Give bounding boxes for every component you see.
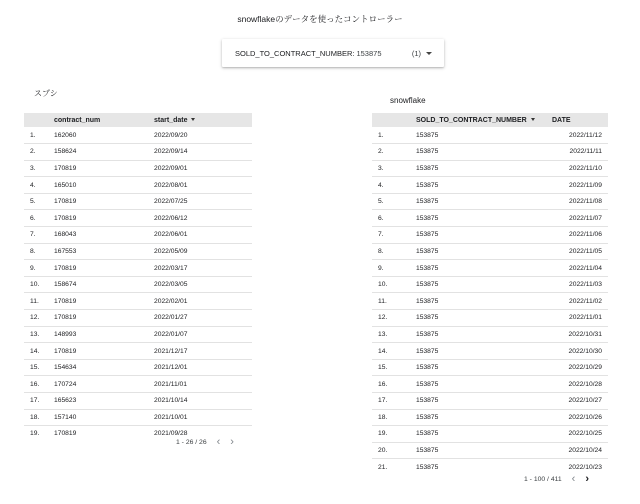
date-cell: 2021/10/14 — [154, 397, 188, 405]
table-row — [372, 343, 608, 360]
date-cell: 2022/07/25 — [154, 198, 188, 206]
date-cell: 2022/01/07 — [154, 330, 188, 338]
row-number: 8. — [378, 247, 384, 255]
table-row — [24, 409, 252, 426]
date-cell: 2022/10/27 — [568, 397, 602, 405]
table-row — [372, 310, 608, 327]
table-row — [372, 426, 608, 443]
contract-number-cell: 168043 — [54, 231, 77, 239]
contract-number-cell: 153875 — [416, 264, 439, 272]
contract-number-cell: 170819 — [54, 314, 77, 322]
row-number: 9. — [378, 264, 384, 272]
row-number: 1. — [378, 131, 384, 139]
table-row — [372, 459, 608, 474]
date-cell: 2022/11/11 — [569, 148, 602, 156]
row-number: 18. — [30, 413, 40, 421]
table-header-row — [372, 113, 608, 127]
right-pagination — [524, 474, 589, 485]
column-header-sold-to-contract-number[interactable] — [416, 113, 552, 127]
date-cell: 2022/11/08 — [569, 198, 602, 206]
contract-number-cell: 153875 — [416, 347, 439, 355]
next-page-icon[interactable]: › — [585, 473, 590, 485]
table-row — [24, 160, 252, 177]
table-row — [24, 293, 252, 310]
contract-number-cell: 153875 — [416, 181, 439, 189]
column-header-contract-num[interactable]: contract_num — [54, 116, 101, 124]
row-number: 6. — [30, 214, 36, 222]
row-number: 14. — [30, 347, 40, 355]
table-header-row — [24, 113, 252, 127]
row-number: 12. — [30, 314, 40, 322]
contract-number-cell: 153875 — [416, 330, 439, 338]
contract-number-cell: 170819 — [54, 347, 77, 355]
contract-number-cell: 153875 — [416, 231, 439, 239]
row-number: 13. — [30, 330, 40, 338]
filter-selected-count: (1) — [411, 48, 421, 58]
pagination-range: 1 - 100 / 411 — [524, 476, 562, 483]
date-cell: 2022/11/10 — [569, 164, 602, 172]
filter-label: SOLD_TO_CONTRACT_NUMBER: — [235, 48, 355, 58]
table-row — [24, 210, 252, 227]
row-number: 7. — [30, 231, 36, 239]
sort-desc-icon — [531, 118, 535, 121]
row-number: 11. — [30, 297, 39, 305]
table-row — [24, 144, 252, 161]
table-row — [24, 260, 252, 277]
table-row — [24, 193, 252, 210]
date-cell: 2022/01/27 — [154, 314, 188, 322]
date-cell: 2022/10/25 — [568, 430, 602, 438]
row-number: 10. — [378, 281, 388, 289]
row-number: 7. — [378, 231, 384, 239]
row-number: 12. — [378, 314, 388, 322]
date-cell: 2021/10/01 — [154, 413, 188, 421]
right-table — [372, 113, 608, 474]
row-number: 10. — [30, 281, 40, 289]
contract-number-cell: 153875 — [416, 380, 439, 388]
row-number: 17. — [378, 397, 388, 405]
date-cell: 2022/11/06 — [569, 231, 602, 239]
previous-page-icon[interactable]: ‹ — [216, 436, 221, 448]
contract-number-filter[interactable] — [222, 39, 444, 67]
date-cell: 2022/10/30 — [568, 347, 602, 355]
contract-number-cell: 165010 — [54, 181, 77, 189]
row-number: 15. — [30, 364, 40, 372]
contract-number-cell: 170819 — [54, 430, 77, 436]
date-cell: 2022/11/12 — [569, 131, 602, 139]
row-number: 9. — [30, 264, 36, 272]
date-cell: 2022/11/02 — [569, 297, 602, 305]
sort-desc-icon — [191, 118, 195, 121]
row-number: 18. — [378, 413, 388, 421]
table-row — [24, 376, 252, 393]
contract-number-cell: 153875 — [416, 281, 439, 289]
date-cell: 2022/11/07 — [569, 214, 602, 222]
table-row — [24, 359, 252, 376]
table-row — [372, 144, 608, 161]
date-cell: 2022/02/01 — [154, 297, 188, 305]
contract-number-cell: 153875 — [416, 131, 439, 139]
date-cell: 2022/10/29 — [568, 364, 602, 372]
table-row — [372, 276, 608, 293]
row-number: 6. — [378, 214, 384, 222]
date-cell: 2022/09/14 — [154, 148, 188, 156]
row-number: 11. — [378, 297, 387, 305]
contract-number-cell: 153875 — [416, 463, 439, 471]
page-title: snowflakeのデータを使ったコントローラー — [237, 14, 403, 24]
date-cell: 2022/09/20 — [154, 131, 188, 139]
row-number: 4. — [30, 181, 36, 189]
contract-number-cell: 170819 — [54, 264, 77, 272]
contract-number-cell: 170724 — [54, 380, 77, 388]
date-cell: 2022/06/12 — [154, 214, 188, 222]
table-row — [372, 326, 608, 343]
table-row — [24, 276, 252, 293]
date-cell: 2021/12/17 — [154, 347, 188, 355]
date-cell: 2022/05/09 — [154, 247, 188, 255]
contract-number-cell: 158674 — [54, 281, 77, 289]
date-cell: 2021/12/01 — [154, 364, 188, 372]
date-cell: 2022/10/31 — [568, 330, 602, 338]
contract-number-cell: 153875 — [416, 164, 439, 172]
table-row — [372, 376, 608, 393]
table-row — [372, 160, 608, 177]
row-number: 14. — [378, 347, 388, 355]
left-pagination — [176, 437, 234, 448]
row-number: 3. — [30, 164, 36, 172]
rownum-header — [24, 113, 54, 127]
contract-number-cell: 153875 — [416, 314, 439, 322]
date-cell: 2022/03/17 — [154, 264, 188, 272]
date-cell: 2021/11/01 — [154, 380, 187, 388]
contract-number-cell: 165623 — [54, 397, 77, 405]
row-number: 19. — [378, 430, 388, 438]
contract-number-cell: 167553 — [54, 247, 77, 255]
right-table-label: snowflake — [390, 96, 426, 105]
row-number: 3. — [378, 164, 384, 172]
contract-number-cell: 148993 — [54, 330, 77, 338]
date-cell: 2022/08/01 — [154, 181, 188, 189]
left-table — [24, 113, 252, 436]
contract-number-cell: 153875 — [416, 148, 439, 156]
contract-number-cell: 170819 — [54, 198, 77, 206]
contract-number-cell: 153875 — [416, 430, 439, 438]
date-cell: 2022/11/01 — [569, 314, 602, 322]
row-number: 5. — [378, 198, 384, 206]
date-cell: 2022/11/03 — [569, 281, 602, 289]
row-number: 2. — [30, 148, 36, 156]
date-cell: 2022/10/26 — [568, 413, 602, 421]
table-row — [24, 177, 252, 194]
table-row — [24, 127, 252, 144]
row-number: 20. — [378, 447, 388, 455]
contract-number-cell: 153875 — [416, 413, 439, 421]
date-cell: 2022/06/01 — [154, 231, 188, 239]
contract-number-cell: 153875 — [416, 447, 439, 455]
contract-number-cell: 154634 — [54, 364, 77, 372]
row-number: 13. — [378, 330, 388, 338]
contract-number-cell: 170819 — [54, 214, 77, 222]
date-cell: 2022/11/05 — [569, 247, 602, 255]
table-row — [24, 227, 252, 244]
row-number: 15. — [378, 364, 388, 372]
table-row — [372, 409, 608, 426]
contract-number-cell: 162060 — [54, 131, 77, 139]
row-number: 2. — [378, 148, 384, 156]
table-row — [372, 210, 608, 227]
table-row — [372, 227, 608, 244]
table-row — [372, 293, 608, 310]
filter-value: 153875 — [356, 48, 382, 58]
rownum-header — [372, 113, 416, 127]
table-row — [24, 393, 252, 410]
date-cell: 2022/11/09 — [569, 181, 602, 189]
date-cell: 2022/11/04 — [569, 264, 602, 272]
date-cell: 2021/09/28 — [154, 430, 188, 436]
table-row — [372, 359, 608, 376]
table-row — [372, 442, 608, 459]
column-header-label: SOLD_TO_CONTRACT_NUMBER — [416, 116, 527, 124]
date-cell: 2022/10/24 — [568, 447, 602, 455]
column-header-date[interactable]: DATE — [552, 116, 571, 124]
row-number: 4. — [378, 181, 384, 189]
contract-number-cell: 153875 — [416, 214, 439, 222]
contract-number-cell: 153875 — [416, 397, 439, 405]
contract-number-cell: 170819 — [54, 164, 77, 172]
row-number: 8. — [30, 247, 36, 255]
date-cell: 2022/03/05 — [154, 281, 188, 289]
table-row — [372, 393, 608, 410]
pagination-range: 1 - 26 / 26 — [176, 439, 207, 446]
table-row — [24, 310, 252, 327]
chevron-down-icon[interactable] — [426, 52, 432, 55]
column-header-start-date[interactable] — [154, 113, 252, 127]
date-cell: 2022/09/01 — [154, 164, 188, 172]
left-table-label: スプシ — [34, 89, 58, 98]
contract-number-cell: 157140 — [54, 413, 77, 421]
column-header-label: start_date — [154, 116, 188, 124]
table-row — [24, 426, 252, 436]
row-number: 5. — [30, 198, 36, 206]
row-number: 16. — [378, 380, 388, 388]
row-number: 17. — [30, 397, 40, 405]
row-number: 1. — [30, 131, 36, 139]
contract-number-cell: 153875 — [416, 247, 439, 255]
table-row — [372, 193, 608, 210]
previous-page-icon[interactable]: ‹ — [571, 473, 576, 485]
table-row — [24, 243, 252, 260]
table-row — [372, 127, 608, 144]
row-number: 21. — [378, 463, 388, 471]
table-row — [24, 326, 252, 343]
row-number: 16. — [30, 380, 40, 388]
date-cell: 2022/10/23 — [568, 463, 602, 471]
table-row — [372, 177, 608, 194]
table-row — [24, 343, 252, 360]
contract-number-cell: 153875 — [416, 297, 439, 305]
contract-number-cell: 153875 — [416, 364, 439, 372]
contract-number-cell: 170819 — [54, 297, 77, 305]
contract-number-cell: 158624 — [54, 148, 77, 156]
table-row — [372, 243, 608, 260]
next-page-icon[interactable]: › — [230, 436, 234, 448]
row-number: 19. — [30, 430, 40, 436]
date-cell: 2022/10/28 — [568, 380, 602, 388]
contract-number-cell: 153875 — [416, 198, 439, 206]
table-row — [372, 260, 608, 277]
